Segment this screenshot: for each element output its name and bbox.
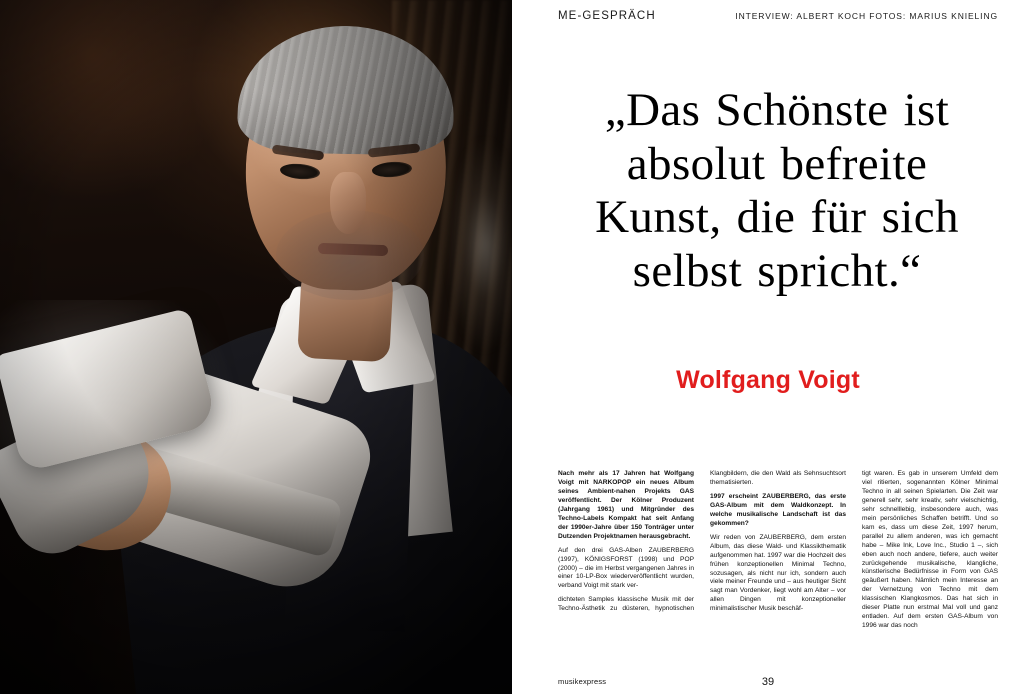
headline-line-1: „Das Schönste ist bbox=[604, 84, 950, 136]
section-kicker: ME-GESPRÄCH bbox=[558, 10, 656, 22]
article-credits: INTERVIEW: ALBERT KOCH FOTOS: MARIUS KNIELING bbox=[735, 11, 998, 21]
headline-line-4: selbst spricht.“ bbox=[632, 244, 922, 297]
body-paragraph: Auf den drei GAS-Alben ZAUBERBERG (1997), KÖNIGSFORST (1998) und POP (2000) – die im Herbst vergangenen Jahres in einer 10-LP-Box wiederveröffentlicht wurden, verband Voigt mit stark ver- bbox=[558, 546, 694, 590]
article-body bbox=[558, 470, 998, 655]
body-paragraph: dichteten Samples klassische Musik mit der Techno-Ästhetik zu düsteren, hypnotischen Klangbildern, die den Wald als Sehnsuchtsort thematisierten. bbox=[558, 470, 846, 613]
headline-line-2: absolut befreite bbox=[626, 137, 928, 190]
body-paragraph: tigt waren. Es gab in unserem Umfeld dem viel ritierten, sogenannten Kölner Minimal Techno in all seinen Spielarten. Die Zeit war generell sehr, sehr kreativ, sehr vielschichtig, sehr schnelllebig, insbesondere auch, was mein persönliches Schaffen betrifft. Und so kam es, dass um diese Zeit, 1997 herum, parallel zu allem anderen, was ich gemacht habe – Mike Ink, Love Inc., Studio 1 –, sich eben auch noch andere, tiefere, auch weiter zurückgehende musikalische, klangliche, künstlerische Bedürfnisse in Form von GAS geäußert haben. Nämlich mein Interesse an der Vernetzung von Techno mit dem klassischen Klangkosmos. Das hat sich in dieser Platte nun erstmal Mal voll und ganz entladen. Auf dem ersten GAS-Album von 1996 war das noch bbox=[862, 470, 998, 630]
magazine-imprint: musikexpress bbox=[558, 677, 607, 686]
subject-nose bbox=[330, 172, 366, 234]
page-title bbox=[546, 84, 1008, 298]
interview-question: 1997 erscheint ZAUBERBERG, das erste GAS-Album mit dem Waldkonzept. In welche musikalische Landschaft ist das gekommen? bbox=[710, 492, 846, 527]
body-paragraph: Wir reden von ZAUBERBERG, dem ersten Album, das diese Wald- und Klassikthematik aufgenommen hat. 1997 war die Hochzeit des frühen konzeptionellen Minimal Techno, sozusagen, als nicht nur ich, sondern auch viele meiner Freunde und – aus heutiger Sicht sagt man Vordenker, liegt wohl am Alter – vor allen Dingen mit konzeptioneller minimalistischer Musik beschäf- bbox=[710, 533, 846, 613]
headline-line-3: Kunst, die für sich bbox=[595, 191, 959, 244]
body-paragraph: Nach mehr als 17 Jahren hat Wolfgang Voigt mit NARKOPOP ein neues Album seines Ambient-nahen Projekts GAS veröffentlicht. Der Kölner Produzent (Jahrgang 1961) und Mitgründer des Techno-Labels Kompakt hat seit Anfang der 1990er-Jahre über 150 Tonträger unter Dutzenden Projektnamen herausgebracht. bbox=[558, 470, 694, 540]
article-page bbox=[512, 0, 1024, 694]
page-number: 39 bbox=[761, 676, 775, 688]
interviewee-name: Wolfgang Voigt bbox=[676, 366, 860, 394]
page-header bbox=[558, 10, 998, 22]
